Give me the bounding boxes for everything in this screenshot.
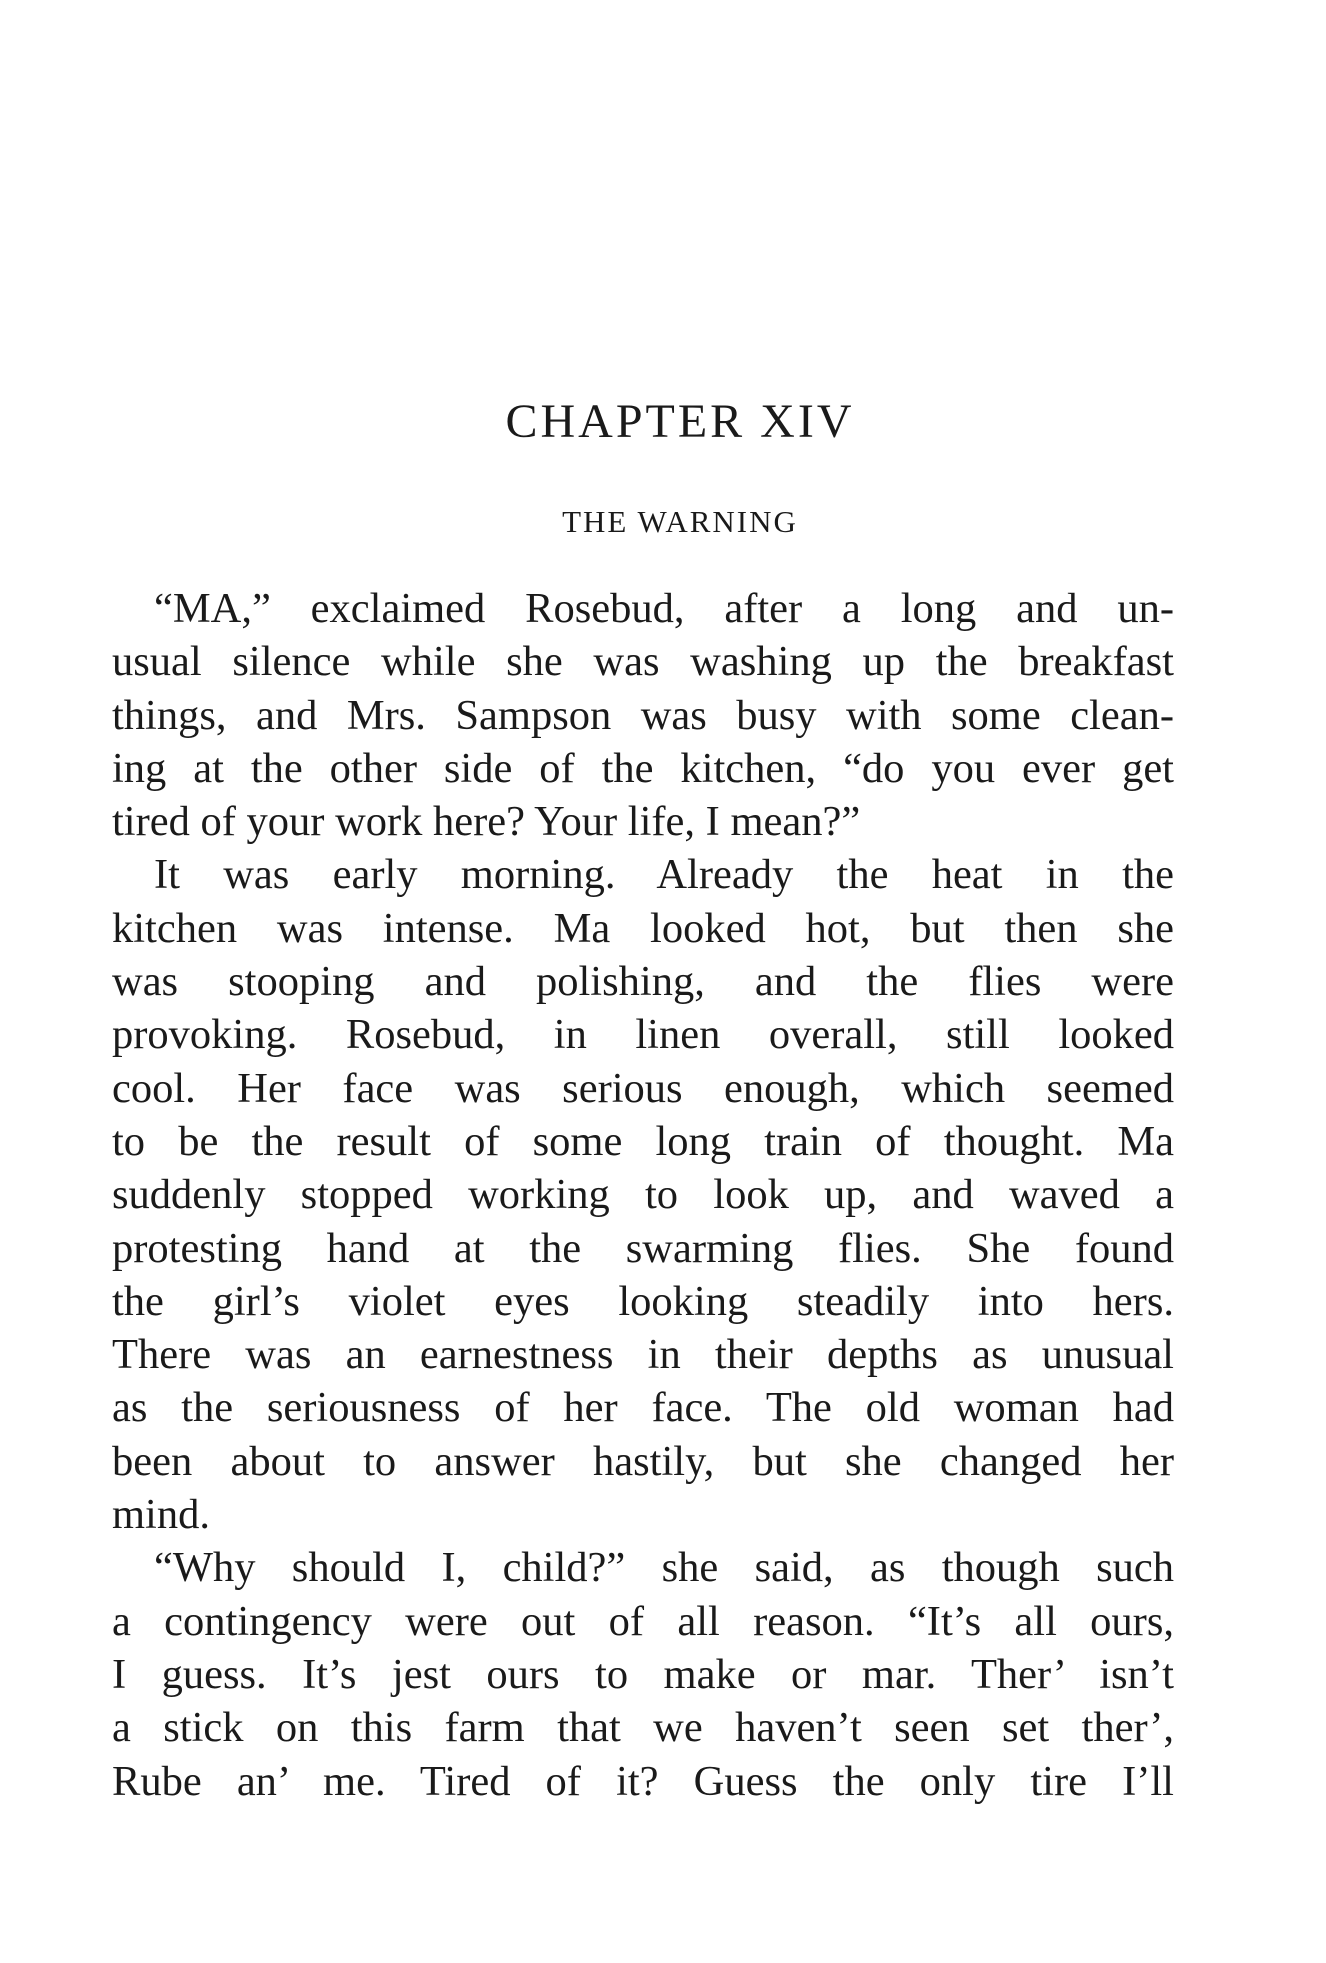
- paragraph: [112, 848, 1174, 1541]
- text-line: cool. Her face was serious enough, which seemed: [112, 1064, 1174, 1112]
- text-line: a stick on this farm that we haven’t seen set ther’,: [112, 1704, 1174, 1752]
- text-line: been about to answer hastily, but she changed her: [112, 1437, 1174, 1485]
- text-line: provoking. Rosebud, in linen overall, still looked: [112, 1011, 1174, 1059]
- text-line: kitchen was intense. Ma looked hot, but then she: [112, 904, 1174, 952]
- text-line: I guess. It’s jest ours to make or mar. Ther’ isn’t: [112, 1650, 1174, 1698]
- text-line: tired of your work here? Your life, I mean?”: [112, 798, 861, 846]
- text-line: a contingency were out of all reason. “It’s all ours,: [112, 1597, 1174, 1645]
- text-line: things, and Mrs. Sampson was busy with some clean-: [112, 691, 1174, 739]
- text-line: as the seriousness of her face. The old woman had: [112, 1384, 1174, 1432]
- chapter-subtitle: THE WARNING: [562, 504, 798, 539]
- text-line: There was an earnestness in their depths as unusual: [112, 1331, 1174, 1379]
- chapter-title: CHAPTER XIV: [505, 395, 855, 448]
- text-line: was stooping and polishing, and the flies were: [112, 958, 1174, 1006]
- text-line: It was early morning. Already the heat in the: [154, 851, 1174, 899]
- text-line: “Why should I, child?” she said, as though such: [154, 1544, 1174, 1592]
- text-line: Rube an’ me. Tired of it? Guess the only tire I’ll: [112, 1757, 1174, 1805]
- body-text: [112, 582, 1174, 1808]
- text-line: ing at the other side of the kitchen, “do you ever get: [112, 744, 1174, 792]
- text-line: “MA,” exclaimed Rosebud, after a long and un-: [154, 585, 1174, 632]
- text-line: suddenly stopped working to look up, and waved a: [112, 1171, 1174, 1219]
- paragraph: [112, 582, 1174, 848]
- text-line: usual silence while she was washing up the breakfast: [112, 638, 1174, 686]
- text-line: mind.: [112, 1491, 210, 1539]
- text-line: the girl’s violet eyes looking steadily into hers.: [112, 1277, 1174, 1325]
- paragraph: [112, 1541, 1174, 1807]
- text-line: protesting hand at the swarming flies. She found: [112, 1224, 1174, 1272]
- text-line: to be the result of some long train of thought. Ma: [112, 1117, 1174, 1165]
